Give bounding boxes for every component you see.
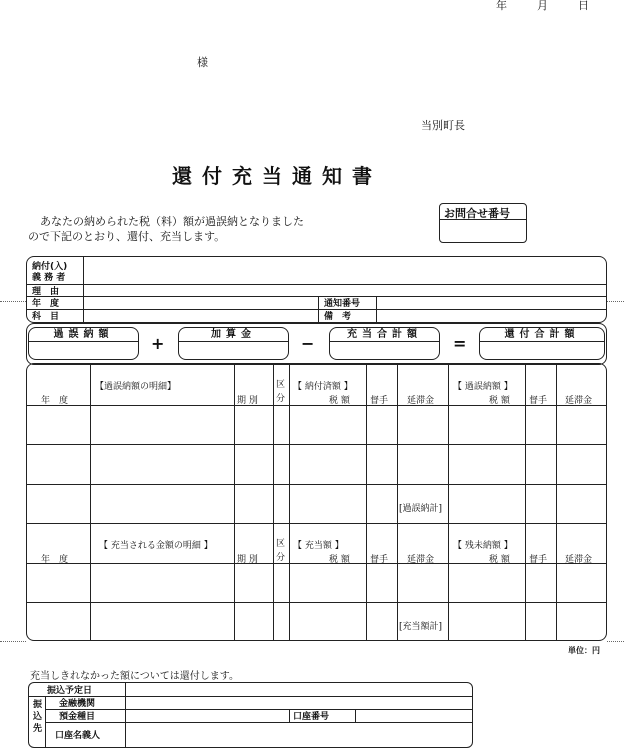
- intro-line-1: あなたの納められた税（料）額が過誤納となりました: [40, 215, 304, 228]
- minus-sign: −: [301, 334, 315, 353]
- intro-line-2: ので下記のとおり、還付、充当します。: [28, 230, 226, 243]
- lower-period-header: 期 別: [237, 555, 258, 565]
- overpaid-subtotal-label: [過誤納計]: [399, 504, 443, 514]
- applied-subtotal-label: [充当額計]: [399, 622, 443, 632]
- upper-entai2-header: 延滞金: [565, 396, 593, 406]
- upper-entai-header: 延滞金: [407, 396, 435, 406]
- applied-total-label: 充当合計額: [330, 328, 439, 342]
- reason-label: 理 由: [32, 287, 60, 297]
- lower-entai2-header: 延滞金: [565, 555, 593, 565]
- equals-sign: =: [453, 334, 467, 353]
- refund-total-box: [479, 327, 605, 360]
- inquiry-number-box: [439, 203, 527, 243]
- date-day-label: 日: [578, 0, 589, 12]
- upper-overpaid-header: 【 過誤納額 】: [453, 382, 513, 392]
- info-block: [26, 256, 607, 323]
- financial-institution-label: 金融機関: [59, 699, 96, 709]
- fiscal-year-label: 年 度: [32, 299, 60, 309]
- upper-details-header: 【過誤納額の明細】: [95, 382, 177, 392]
- upper-tax2-header: 税 額: [489, 396, 510, 406]
- addressee-suffix: 様: [197, 56, 208, 69]
- upper-tokusoku-header: 督手: [370, 396, 389, 406]
- upper-year-header: 年 度: [41, 396, 69, 406]
- notice-number-label: 通知番号: [324, 299, 361, 309]
- upper-period-header: 期 別: [237, 396, 258, 406]
- lower-tax-header: 税 額: [329, 555, 350, 565]
- upper-paid-header: 【 納付済額 】: [293, 382, 353, 392]
- inquiry-number-label: お問合せ番号: [444, 207, 510, 220]
- remarks-label: 備 考: [324, 312, 352, 322]
- date-month-label: 月: [537, 0, 548, 12]
- lower-entai-header: 延滞金: [407, 555, 435, 565]
- lower-tokusoku-header: 督手: [370, 555, 389, 565]
- lower-details-header: 【 充当される金額の明細 】: [99, 541, 213, 551]
- lower-tax2-header: 税 額: [489, 555, 510, 565]
- lower-applied-header: 【 充当額 】: [293, 541, 344, 551]
- lower-unpaid-header: 【 残未納額 】: [453, 541, 513, 551]
- lower-tokusoku2-header: 督手: [529, 555, 548, 565]
- transfer-destination-label: 振込先: [33, 700, 43, 734]
- unit-label: 単位：円: [568, 646, 600, 655]
- surcharge-label: 加算金: [179, 328, 288, 342]
- detail-table: [26, 363, 607, 641]
- refund-note: 充当しきれなかった額については還付します。: [30, 671, 239, 682]
- document-title: 還付充当通知書: [172, 164, 382, 188]
- upper-tokusoku2-header: 督手: [529, 396, 548, 406]
- deposit-type-label: 預金種目: [59, 712, 96, 722]
- account-number-label: 口座番号: [293, 712, 330, 722]
- summary-block: [26, 323, 607, 365]
- payer-label-1: 納付(入): [32, 262, 68, 272]
- account-holder-label: 口座名義人: [55, 731, 101, 741]
- issuer-name: 当別町長: [421, 119, 465, 132]
- bank-info-block: [28, 682, 473, 748]
- upper-kubun-header: 区分: [276, 380, 286, 404]
- applied-total-box: [329, 327, 440, 360]
- lower-kubun-header: 区分: [276, 539, 286, 563]
- scheduled-date-label: 振込予定日: [47, 686, 93, 696]
- lower-year-header: 年 度: [41, 555, 69, 565]
- upper-tax-header: 税 額: [329, 396, 350, 406]
- subject-label: 科 目: [32, 312, 60, 322]
- overpaid-amount-label: 過誤納額: [29, 328, 138, 342]
- refund-total-label: 還付合計額: [480, 328, 604, 342]
- plus-sign: +: [151, 334, 165, 353]
- payer-label-2: 義 務 者: [32, 273, 66, 283]
- surcharge-box: [178, 327, 289, 360]
- date-year-label: 年: [496, 0, 507, 12]
- overpaid-amount-box: [28, 327, 139, 360]
